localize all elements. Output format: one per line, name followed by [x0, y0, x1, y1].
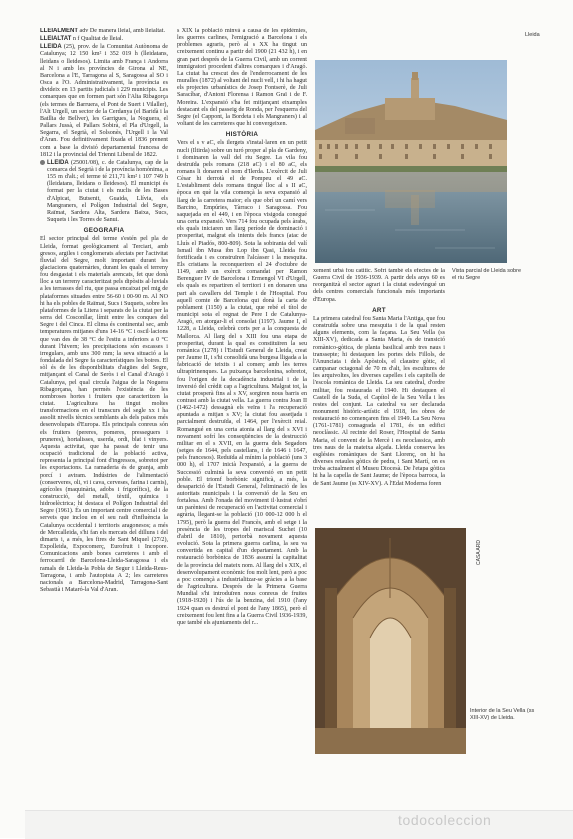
page-runner: Lleida — [525, 32, 540, 38]
art-text: La primera catedral fou Santa Maria l'Antiga, que fou construïda sobre una mesquita i de la qual resten alguns elements, com la façana. La Seu Vella (ss XIII-XV), dedicada a Santa Maria, és de transició romànico-gòtica, de planta basilical amb tres naus i transsepte; hi destaquen les portes dels Fillols, de l'Anunciata i dels Apòstols, el claustre gòtic, el campanar octagonal de 70 m d'alt, les escultures de les arquivoltes, les diverses capelles i els capitells de l'escola romànica de Lleida. La seu catedral, d'ordre militar, fou restaurada el 1940. Hi destaquen el Castell de la Suda, el Capítol de la Seu Vella i les restes del conjunt. La catedral va ser declarada monument històric-artístic el 1918, les obres de restauració no començaren fins el 1949. La Seu Nova (1761-1781) consagrada el 1781, és un edifici neoclàssic. Al recinte del Roser, l'Hospital de Santa Maria, el convent de la Mercè i es neoclassica, amb tres naus de la mateixa alçada. Lleida conserva les esglésies romàniques de Sant Llorenç, on hi ha diverses retaules gòtics de pedra, i Sant Martí, on es troba actualment el Museu Diocesà. De l'etapa gòtica hi ha la capella de Sant Jaume; de l'època barroca, la de Sant Jaume (ss XIV-XV). A l'Edat Moderna foren — [313, 315, 445, 487]
entry-head: LLEIALTAT — [40, 36, 72, 43]
entry-lleialment — [40, 28, 168, 35]
entry-head: LLEIALMENT — [40, 28, 78, 34]
entry-text: (25001/08), c. de Catalunya, cap de la comarca del Segrià i de la província homònima, a 155 m d'alt.; el terme té 211,71 km² i 107 749 h (lleidatans, lleidans o lleidesos). El municipi és format per la ciutat i els nuclis de les Bases d'Alpicat, Butsenit, Guaida, Llívia, els Mangraners, el Polígon Industrial del Segre, Raïmat, Sardera Alta, Sardera Baixa, Sucs, Suquets i les Torres de Sanui. — [47, 159, 168, 224]
section-heading-art: ART — [372, 306, 386, 314]
bullet-icon — [40, 160, 45, 165]
entry-text: (25), prov. de la Comunitat Autònoma de Catalunya; 12 150 km² i 352 019 h (lleidatans, lleidans o lleidesos). Limita amb França i Andorra al N i amb les províncies de Girona al NE, Barcelona a l'E, Tarragona al S, Saragossa al SO i Osca a l'O. Administrativament, la província es divideix en 13 partits judicials i 229 municipis. Les comarques que en formen part són l'Alta Ribagorça (els termes de Barruera, el Pont de Suert i Vilaller), l'Alt Urgell, un sector de la Cerdanya (el Baridà i la Batllia de Bellver), les Garrigues, la Noguera, el Pallars Jussà, el Pallars Sobirà, el Pla d'Urgell, la Segarra, el Segrià, el Solsonès, l'Urgell i la Val d'Aran. Fou definitivament fixada el 1836 prenent com a base la divisió departamental francesa de 1812 i la provincial del Trienni Liberal de 1822. — [40, 44, 168, 158]
entry-head: LLEIDA — [47, 159, 69, 166]
entry-lleida-province — [40, 44, 168, 159]
cathedral-interior-illustration — [315, 528, 466, 754]
photo-seu-vella-interior — [315, 528, 466, 754]
photo-lleida-view — [315, 60, 507, 263]
population-text: s XIX la població minvà a causa de les epidèmies, les guerres carlines, l'emigració a Barcelona i els problemes agraris, però al s XX ha tingut un creixement continu a partir del 1900 (21 432 h), i en gran part després de la Guerra Civil, amb un corrent immigratori procedent d'altres comarques i d'Aragó. La ciutat ha crescut des de l'enderrocament de les muralles (1872) al voltant del nucli vell, i hi ha hagut els projectes urbanístics de Josep Fontserè, de Juli Saracíbar, d'Antoni Florensa i Ramon Graï i de F. Moreira. L'expansió s'ha fet mitjançant eixamples destacant els del passeig de Ronda, per l'esquerra del Segre (el Cappont, la Bordeta i els Mangraners) i al voltant de les carreteres que hi convergeixen. — [177, 28, 307, 128]
photo1-caption: Vista parcial de Lleida sobre el riu Segre — [452, 268, 521, 281]
column-1 — [40, 28, 168, 810]
photo2-side-label: CASA ARD — [476, 540, 482, 566]
historia-tail-text: xement urbà fou catitic. Sofrí també els efectes de la Guerra Civil de 1936-1939. A partir dels anys 60 es reorganitzà el sector agrari i la ciutat esdevingué un dels centres comercials funcionals més importants d'Europa. — [313, 268, 445, 303]
geografia-text: El sector principal del terme s'estén pel pla de Lleida, format geològicament al Terciari, amb gresos, argiles i conglomerats afectats per l'activitat fluvial del Segre, molt important durant les glaciacions quaternàries, durant les quals el terreny fou desgastat i els materials arencats, fet que donà lloc a un terreny caracteritzat pels dipòsits al·luvials a les terrasses del riu, que passa encaixat pel mig de plataformes situades entre 56-60 i 00-90 m. Al NO hi ha els pobles de Raïmat, Sucs i Suquets, sobre les plataformes de la Litera i separats de la ciutat per la serra del Cosconllar, límit entre les conques del Segre i del Cinca. El clima és continental sec, amb temperatures mitjanes d'uns 14-16 °C i oscil·lacions que van des de 38 °C de l'estiu a inferiors a 0 °C durant l'hivern; les precipitacions són escasses i irregulars, amb uns 300 mm; la seva situació a la fondalada del Segre fa característiques les boires. El sòl és de les disponibilitats d'aigües del Segre, mitjançant el Canal de Seròs i el Canal d'Aragó i Catalunya, pel qual circula l'aigua de la Noguera Ribagorçana, han permès l'existència de les nombroses hortes i fruiters que caracteritzen la ciutat. L'agricultura ha tingut moltes transformacions en el transcurs del segle xx i ha assolit nivells tècnics semblants als dels països més desenvolupats d'Europa. Els principals conreus són els fruiters (pereres, pomeres, presseguers i pruneres), hortalisses, userda, ordi, blat i vinyers. Aquesta activitat, que ha passat de tenir una ocupació tradicional de la població activa, representa la principal font d'ingressos, sobretot per les exportacions. La ramaderia és de granja, amb porcí i aviram. Indústries de l'alimentació (conserveres, oli, vi i cava, cerveses, farina i carnis), agrícoles (maquinària, adobs i frigorífics), de la construcció, del metall, tèxtil, química i hidroelèctrica; hi destaca el Polígon Industrial del Segre (1961). És un important centre comercial i de serveis que inclou en el seu radi d'influència la Catalunya occidental i territoris aragonesos; a més de Mercalleida, s'hi fan els mercats del dilluns i del dimarts i, a més, les fires de Sant Miquel (27/2), Expolleida, Expocomerç, Eurofruit i Incopore. Comunicacions amb bones carreteres i amb el ferrocarril de Barcelona-Lleida-Saragossa i els ramals de Lleida-la Pobla de Segur i Lleida-Reus-Tarragona, i amb l'autopista A 2; les carreteres nacionals a Barcelona-Madrid, Tarragona-Sant Sebastià i Mataró-la Val d'Aran. — [40, 236, 168, 594]
entry-lleida-city — [40, 160, 168, 224]
entry-head: LLEIDA — [40, 44, 62, 51]
watermark: todocoleccion — [398, 812, 492, 828]
entry-lleialtat — [40, 36, 168, 43]
historia-text: Vers el s v aC, els ilergets s'instal·laren en un petit nucli (Iltirda) sobre un turó proper al pla de Gardeny, i dominaren la vall del riu Segre. La vila fou destruïda pels romans (218 aC) i el 80 aC, els romans li donaren el nom d'Ilerda. L'exèrcit de Juli Cèsar hi derrotà el de Pompeu el 49 aC. L'establiment dels romans tingué lloc al s II aC, època en què la vila començà la seva expansió al llarg de la carretera maior; els que obrí un camí vers Barcino, Empúries, Tàrraco i Saragossa. Fou saquejada en el 449, i en l'època visigoda conegué una certa expansió. Vers 714 fou ocupada pels àrabs, els quals iniciaren un llarg període de dominació i prosperitat, malgrat els intents dels francs (atac de Lluís el Piadós, 800-809). Sota la sobirania del valí Ismail ibn Musa ibn Lop ibn Qasi, Lleida fou fortificada i es construïren l'alcàsser i la mesquita. Els cristians la reconqueriren el 24 d'octubre de 1149, amb un exèrcit comandat per Ramon Berenguer IV de Barcelona i Ermengol VI d'Urgell, els quals es repartiren el territori i en donaren una part als cavallers del Temple i de l'Hospital. Fou aquell comte de Barcelona qui donà la carta de poblament (1150) a la ciutat, que rebé el títol de municipi sota el regnat de Pere I de Catalunya-Aragó, en atorgar-li el consolat (1197). Jaume I, el 1228, a Lleida, celebrà corts per a la conquesta de Mallorca. Al llarg del s XIII fou una etapa de prosperitat, durant la qual es constituïren la seu romànica (1278) i l'Estudi General de Lleida, creat per Jaume II, i s'hi consolidà una burgesa lligada a la fabricació de teixits i al comerç amb les terres ultrapirinenques. La puixança barcelonina, sobretot, fou l'origen de la decadència industrial i de la inversió del crèdit cap a l'agricultura. Malgrat tot, la ciutat prosperà fins al s XV, sorgiren nous barris en contrast amb la ciutat vella. La guerra contra Joan II (1462-1472) dessagnà els veïns i l'a recuperació apuntada a mitjan s XV; la ciutat fou assetjada i parcialment destruïda, el 1464, per l'exèrcit reial. Romangué en una certa atonia al llarg del s XVI i novament sofrí les conseqüències de la destrucció militar en el s XVII, en la guerra dels Segadors (setges de 1644, pels castellans, i de 1646 i 1647, pels francesos). Reduïda al mínim la població (uns 3 000 h), el 1707 inicià l'expansió, a la guerra de Successió culminà la seva conversió en un petit poble. El triomf borbònic significà, a més, la desaparició de l'Estudi General, l'eliminació de les autoritats municipals i la conversió de la Seu en fortalesa. Amb l'onada del moviment il·lustrat s'obrí un parèntesi de recuperació en l'activitat comercial i agrària, llegant-se la població (10 000-12 000 h el 1795), però la guerra del Francès, amb el setge i la presència de les tropes del mariscal Suchet (10 d'abril de 1810), pertorbà novament aquesta evolució. Sota la primera guerra carlina, la seu va convertida en capital d'un departament. Amb la restauració borbònica de 1836 assumí la capitalitat de la província del mateix nom. Al llarg del s XIX, el desenvolupament econòmic fou molt lent, però a poc a poc començà a industrialitzar-se gràcies a la base de l'agricultura. Després de la Primera Guerra Mundial s'hi introduïren nous conreus de fruites (1918-1920) i l'ús de la benzina, del 1910 (l'any 1924 quan es destruí el pont de l'any 1865), però el creixement fou lent fins a la Guerra Civil 1936-1939, que també els ajuntaments del r... — [177, 140, 307, 626]
section-heading-historia: HISTÒRIA — [225, 131, 259, 139]
photo2-caption: Interior de la Seu Vella (ss XIII-XV) de Lleida. — [470, 708, 535, 721]
entry-text: n f Qualitat de lleial. — [72, 36, 124, 43]
column-3 — [313, 268, 503, 516]
column-2 — [177, 28, 307, 810]
city-river-illustration — [315, 60, 507, 263]
section-heading-geografia: GEOGRAFIA — [83, 227, 125, 235]
entry-text: adv De manera lleial, amb lleialtat. — [79, 28, 165, 34]
